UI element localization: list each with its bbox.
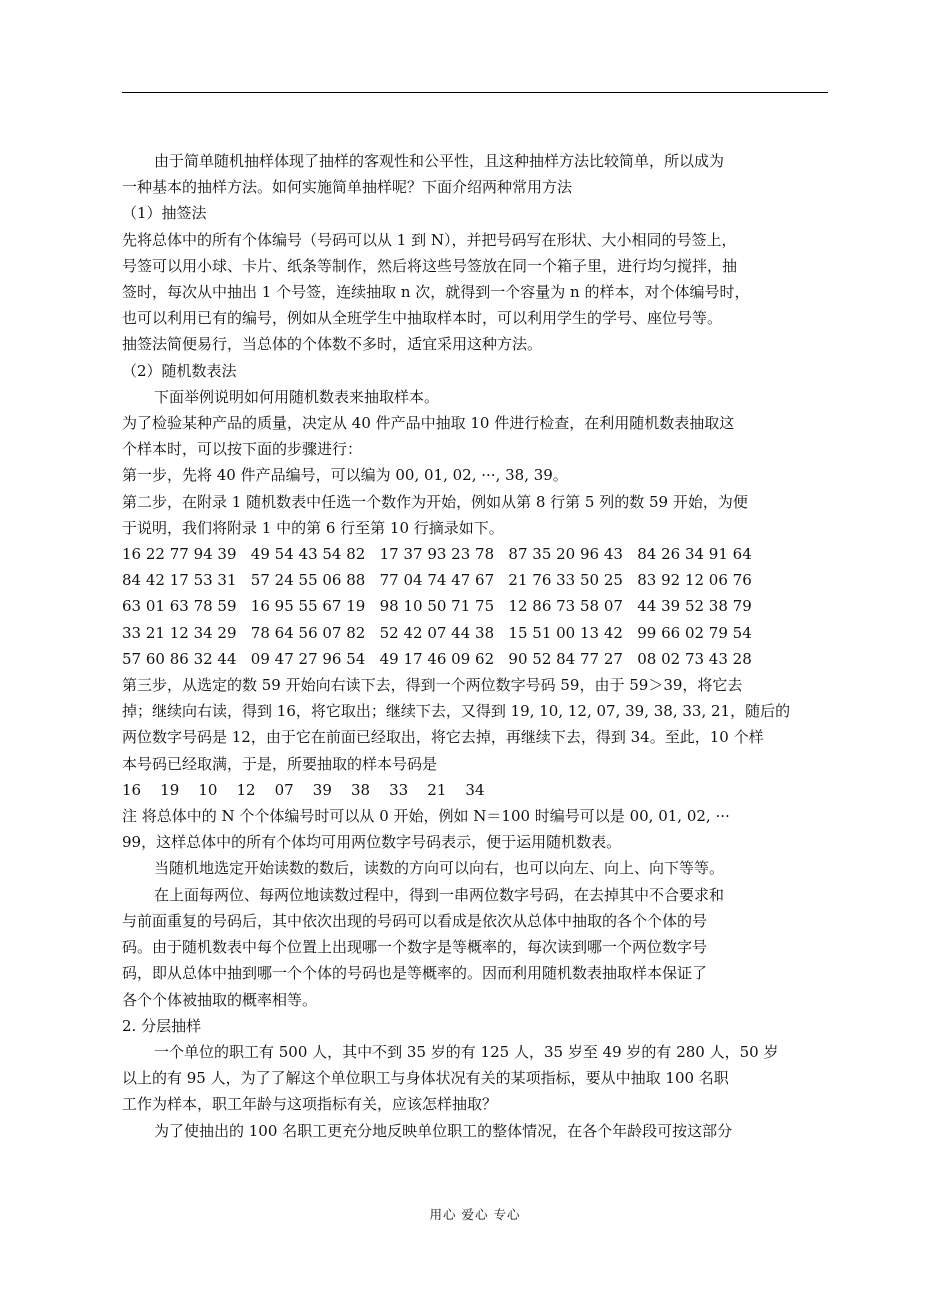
paragraph-line: 也可以利用已有的编号，例如从全班学生中抽取样本时，可以利用学生的学号、座位号等。 <box>122 309 723 328</box>
random-number-row: 63 01 63 78 59 16 95 55 67 19 98 10 50 71 75 12 86 73 58 07 44 39 52 38 79 <box>122 597 752 616</box>
paragraph-line: 各个个体被抽取的概率相等。 <box>122 990 318 1009</box>
random-number-table <box>122 541 832 672</box>
sample-numbers: 16 19 10 12 07 39 38 33 21 34 <box>122 780 485 799</box>
paragraph-line: 先将总体中的所有个体编号（号码可以从 1 到 N），并把号码写在形状、大小相同的号签上， <box>122 230 737 249</box>
paragraph-line: 两位数字号码是 12，由于它在前面已经取出，将它去掉，再继续下去，得到 34。至此，10 个样 <box>122 728 764 747</box>
paragraph-line: 抽签法简便易行，当总体的个体数不多时，适宜采用这种方法。 <box>122 335 543 354</box>
paragraph-line: 签时，每次从中抽出 1 个号签，连续抽取 n 次，就得到一个容量为 n 的样本，对个体编号时， <box>122 283 750 302</box>
paragraph-line: 一种基本的抽样方法。如何实施简单抽样呢？下面介绍两种常用方法 <box>122 178 573 197</box>
note-line: 注 将总体中的 N 个个体编号时可以从 0 开始，例如 N＝100 时编号可以是 00, 01, 02, ··· <box>122 807 730 826</box>
section-heading-lottery: （1）抽签法 <box>122 204 207 223</box>
paragraph-line: 为了使抽出的 100 名职工更充分地反映单位职工的整体情况，在各个年龄段可按这部分 <box>154 1121 733 1140</box>
paragraph-line: 在上面每两位、每两位地读数过程中，得到一串两位数字号码，在去掉其中不合要求和 <box>154 885 725 904</box>
paragraph-line: 为了检验某种产品的质量，决定从 40 件产品中抽取 10 件进行检查，在利用随机数表抽取这 <box>122 414 735 433</box>
paragraph-line: 码。由于随机数表中每个位置上出现哪一个数字是等概率的，每次读到哪一个两位数字号 <box>122 938 708 957</box>
paragraph-line: 于说明，我们将附录 1 中的第 6 行至第 10 行摘录如下。 <box>122 518 504 537</box>
document-body <box>122 148 832 1144</box>
paragraph-line: 由于简单随机抽样体现了抽样的客观性和公平性，且这种抽样方法比较简单，所以成为 <box>154 152 725 170</box>
page-footer: 用心 爱心 专心 <box>429 1207 521 1222</box>
paragraph-line: 第二步，在附录 1 随机数表中任选一个数作为开始，例如从第 8 行第 5 列的数 59 开始，为便 <box>122 492 748 511</box>
section-heading-random-table: （2）随机数表法 <box>122 361 237 380</box>
paragraph-line: 与前面重复的号码后，其中依次出现的号码可以看成是依次从总体中抽取的各个个体的号 <box>122 911 708 930</box>
paragraph-line: 99，这样总体中的所有个体均可用两位数字号码表示，便于运用随机数表。 <box>122 833 622 852</box>
random-number-row: 16 22 77 94 39 49 54 43 54 82 17 37 93 23 78 87 35 20 96 43 84 26 34 91 64 <box>122 545 752 564</box>
paragraph-line: 号签可以用小球、卡片、纸条等制作，然后将这些号签放在同一个箱子里，进行均匀搅拌，抽 <box>122 256 738 275</box>
paragraph-line: 一个单位的职工有 500 人，其中不到 35 岁的有 125 人，35 岁至 49 岁的有 280 人，50 岁 <box>154 1042 779 1061</box>
paragraph-line: 工作为样本，职工年龄与这项指标有关，应该怎样抽取？ <box>122 1095 498 1114</box>
paragraph-line: 本号码已经取满，于是，所要抽取的样本号码是 <box>122 754 438 773</box>
paragraph-line: 以上的有 95 人，为了了解这个单位职工与身体状况有关的某项指标，要从中抽取 100 名职 <box>122 1069 729 1088</box>
paragraph-line: 当随机地选定开始读数的数后，读数的方向可以向右，也可以向左、向上、向下等等。 <box>154 859 725 878</box>
paragraph-line: 第一步，先将 40 件产品编号，可以编为 00, 01, 02, ···, 38, 39。 <box>122 466 568 485</box>
random-number-row: 33 21 12 34 29 78 64 56 07 82 52 42 07 44 38 15 51 00 13 42 99 66 02 79 54 <box>122 623 752 642</box>
paragraph-line: 个样本时，可以按下面的步骤进行： <box>122 440 363 459</box>
paragraph-line: 掉；继续向右读，得到 16，将它取出；继续下去，又得到 19, 10, 12, 07, 39, 38, 33, 21，随后的 <box>122 702 791 721</box>
random-number-row: 57 60 86 32 44 09 47 27 96 54 49 17 46 09 62 90 52 84 77 27 08 02 73 43 28 <box>122 649 752 668</box>
paragraph-line: 码，即从总体中抽到哪一个个体的号码也是等概率的。因而利用随机数表抽取样本保证了 <box>122 964 708 983</box>
header-rule <box>122 92 828 93</box>
section-heading-stratified: 2. 分层抽样 <box>122 1016 202 1035</box>
paragraph-line: 下面举例说明如何用随机数表来抽取样本。 <box>154 387 440 406</box>
paragraph-line: 第三步，从选定的数 59 开始向右读下去，得到一个两位数字号码 59，由于 59＞39，将它去 <box>122 676 743 695</box>
random-number-row: 84 42 17 53 31 57 24 55 06 88 77 04 74 47 67 21 76 33 50 25 83 92 12 06 76 <box>122 571 752 590</box>
